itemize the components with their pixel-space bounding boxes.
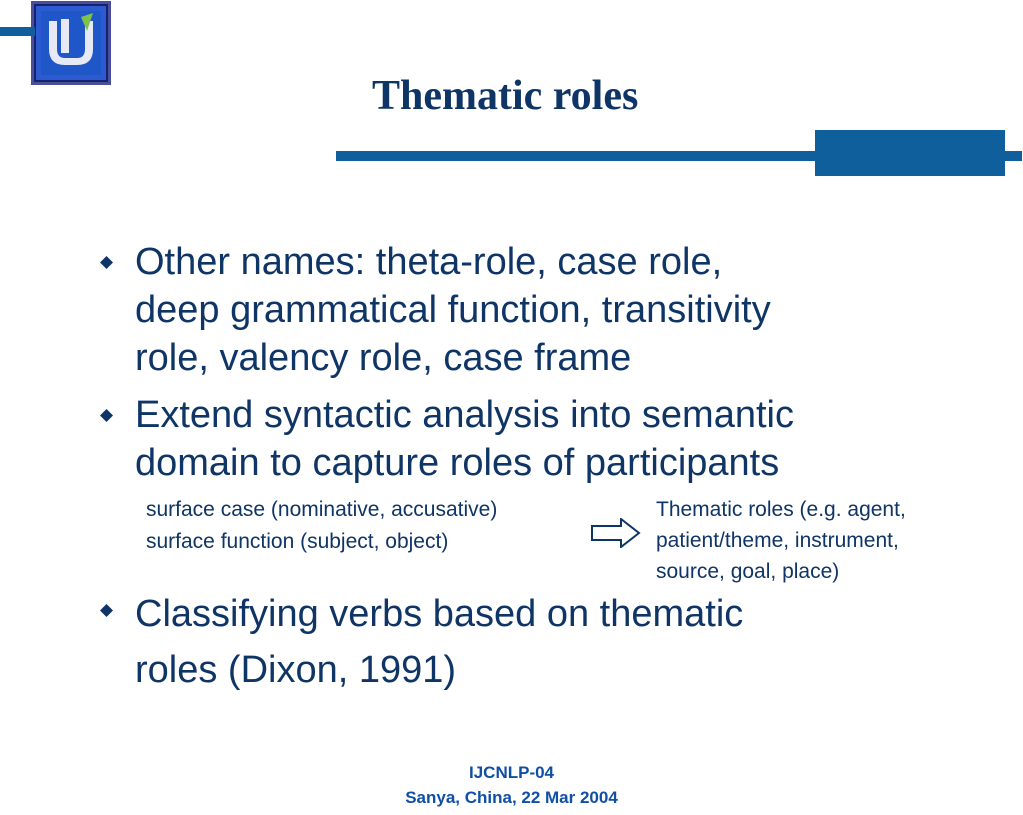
bullet-line: role, valency role, case frame (135, 337, 632, 379)
left-accent-bar (0, 27, 34, 36)
right-arrow-icon (591, 518, 641, 548)
bullet-line: domain to capture roles of participants (135, 442, 780, 484)
diamond-bullet-icon (100, 256, 113, 269)
bullet-line: Classifying verbs based on thematic (135, 593, 744, 635)
university-crest-icon (31, 1, 111, 85)
slide-footer (0, 760, 1023, 810)
bullet-text (135, 586, 743, 698)
footer-conference: IJCNLP-04 (468, 763, 555, 782)
note-line: source, goal, place) (656, 560, 840, 583)
thematic-roles-note (656, 494, 906, 587)
surface-roles-note (146, 494, 497, 558)
note-line: patient/theme, instrument, (656, 529, 899, 552)
note-line: surface case (nominative, accusative) (146, 498, 498, 521)
bullet-line: Extend syntactic analysis into semantic (135, 394, 794, 436)
title-accent-block (815, 130, 1005, 176)
note-line: surface function (subject, object) (146, 530, 449, 553)
bullet-line: roles (Dixon, 1991) (135, 649, 457, 691)
footer-location-date: Sanya, China, 22 Mar 2004 (405, 788, 618, 807)
bullet-text (135, 238, 771, 382)
diamond-bullet-icon (100, 409, 113, 422)
note-line: Thematic roles (e.g. agent, (656, 498, 906, 521)
bullet-text (135, 391, 794, 487)
bullet-line: deep grammatical function, transitivity (135, 289, 771, 331)
slide-title: Thematic roles (372, 73, 639, 119)
diamond-bullet-icon (100, 604, 113, 617)
bullet-line: Other names: theta-role, case role, (135, 241, 723, 283)
